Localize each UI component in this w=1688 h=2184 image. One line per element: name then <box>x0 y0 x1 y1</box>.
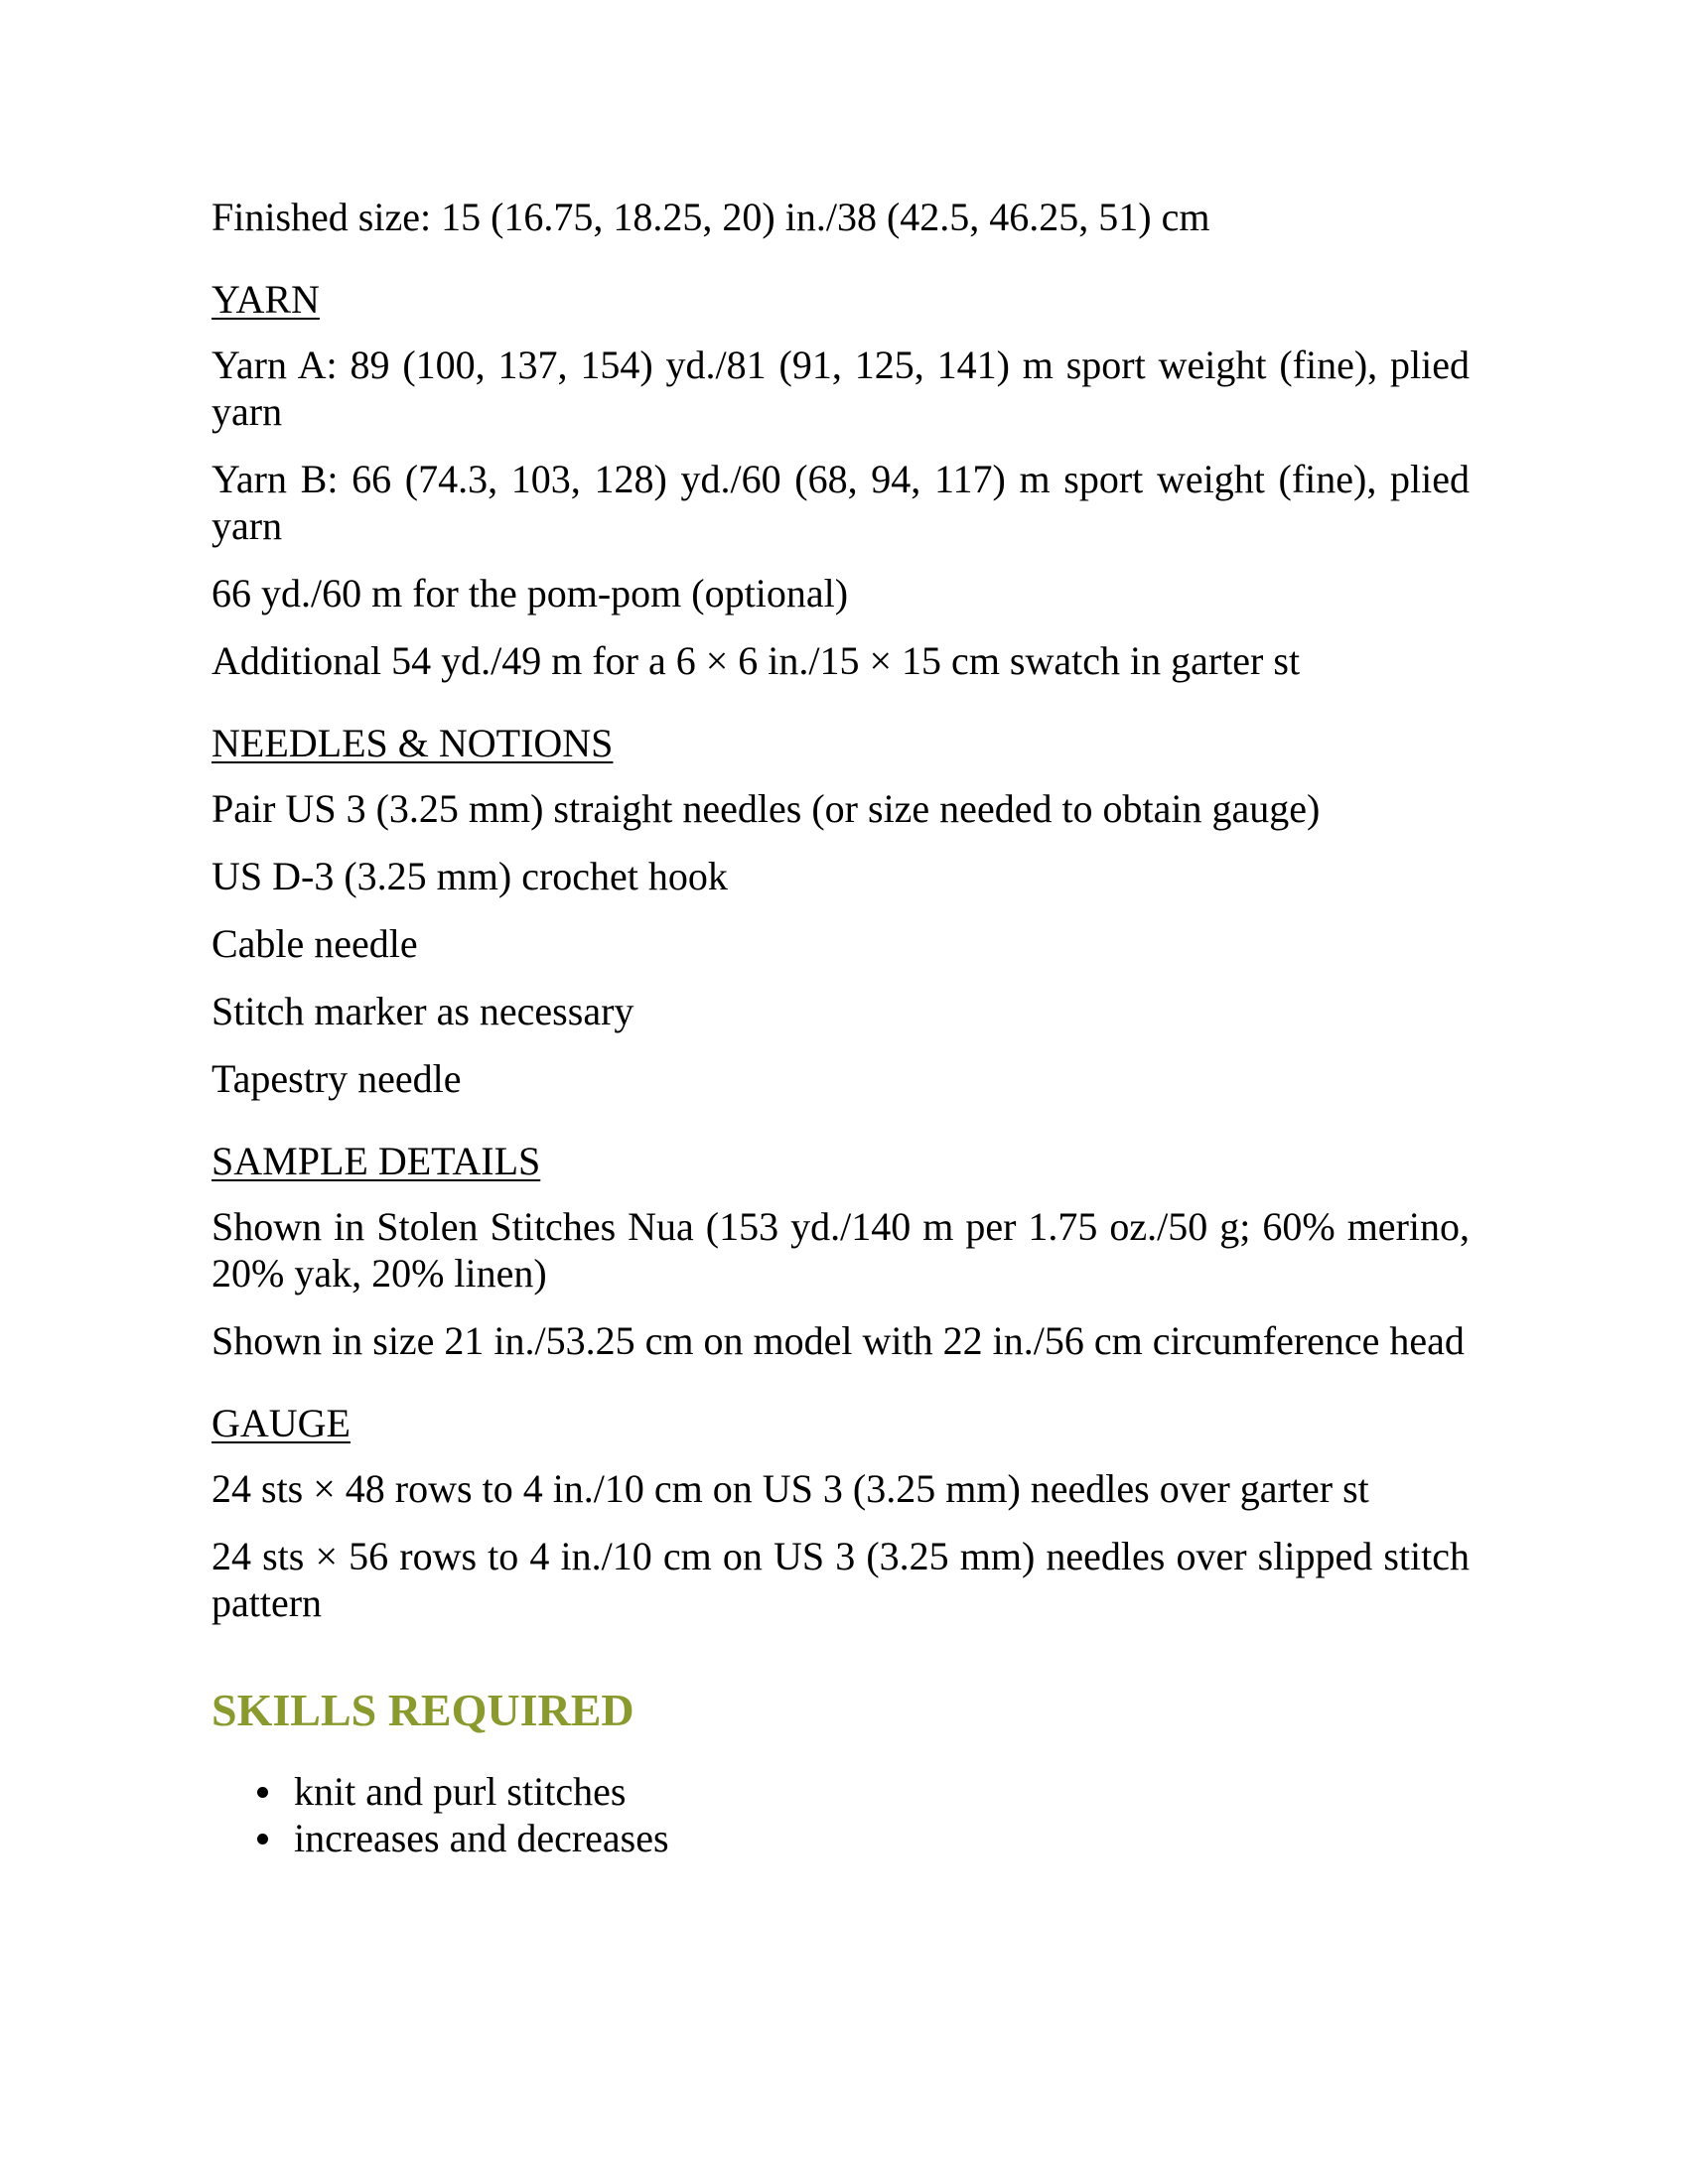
yarn-item: Additional 54 yd./49 m for a 6 × 6 in./15 × 15 cm swatch in garter st <box>211 638 1301 683</box>
list-item <box>211 1768 1470 1815</box>
bullet-dot-icon <box>257 1834 268 1844</box>
skills-section <box>211 1684 1470 1861</box>
sample-heading: SAMPLE DETAILS <box>211 1139 541 1183</box>
gauge-heading: GAUGE <box>211 1401 351 1445</box>
skills-heading: SKILLS REQUIRED <box>211 1685 634 1735</box>
yarn-heading: YARN <box>211 277 320 322</box>
needles-item: US D-3 (3.25 mm) crochet hook <box>211 854 728 898</box>
sample-section <box>211 1138 1470 1364</box>
gauge-section <box>211 1400 1470 1626</box>
gauge-item: 24 sts × 48 rows to 4 in./10 cm on US 3 (3.25 mm) needles over garter st <box>211 1466 1369 1511</box>
needles-item: Cable needle <box>211 921 418 966</box>
needles-item: Tapestry needle <box>211 1056 462 1101</box>
yarn-item: Yarn B: 66 (74.3, 103, 128) yd./60 (68, 94, 117) m sport weight (fine), plied yarn <box>211 457 1470 548</box>
skill-text: knit and purl stitches <box>294 1769 627 1814</box>
needles-item: Stitch marker as necessary <box>211 989 634 1033</box>
sample-item: Shown in size 21 in./53.25 cm on model with 22 in./56 cm circumference head <box>211 1318 1465 1363</box>
needles-heading: NEEDLES & NOTIONS <box>211 721 614 765</box>
yarn-item: Yarn A: 89 (100, 137, 154) yd./81 (91, 125, 141) m sport weight (fine), plied yarn <box>211 342 1470 434</box>
yarn-section <box>211 276 1470 684</box>
needles-item: Pair US 3 (3.25 mm) straight needles (or size needed to obtain gauge) <box>211 786 1321 831</box>
needles-section <box>211 720 1470 1102</box>
sample-item: Shown in Stolen Stitches Nua (153 yd./140 m per 1.75 oz./50 g; 60% merino, 20% yak, 20% linen) <box>211 1204 1470 1296</box>
list-item <box>211 1815 1470 1861</box>
bullet-dot-icon <box>257 1787 268 1798</box>
document-page <box>211 194 1470 1861</box>
yarn-item: 66 yd./60 m for the pom-pom (optional) <box>211 571 849 615</box>
gauge-item: 24 sts × 56 rows to 4 in./10 cm on US 3 (3.25 mm) needles over slipped stitch pattern <box>211 1534 1470 1625</box>
finished-size-text: Finished size: 15 (16.75, 18.25, 20) in./38 (42.5, 46.25, 51) cm <box>211 195 1210 239</box>
skill-text: increases and decreases <box>294 1816 669 1860</box>
skills-list <box>211 1768 1470 1861</box>
